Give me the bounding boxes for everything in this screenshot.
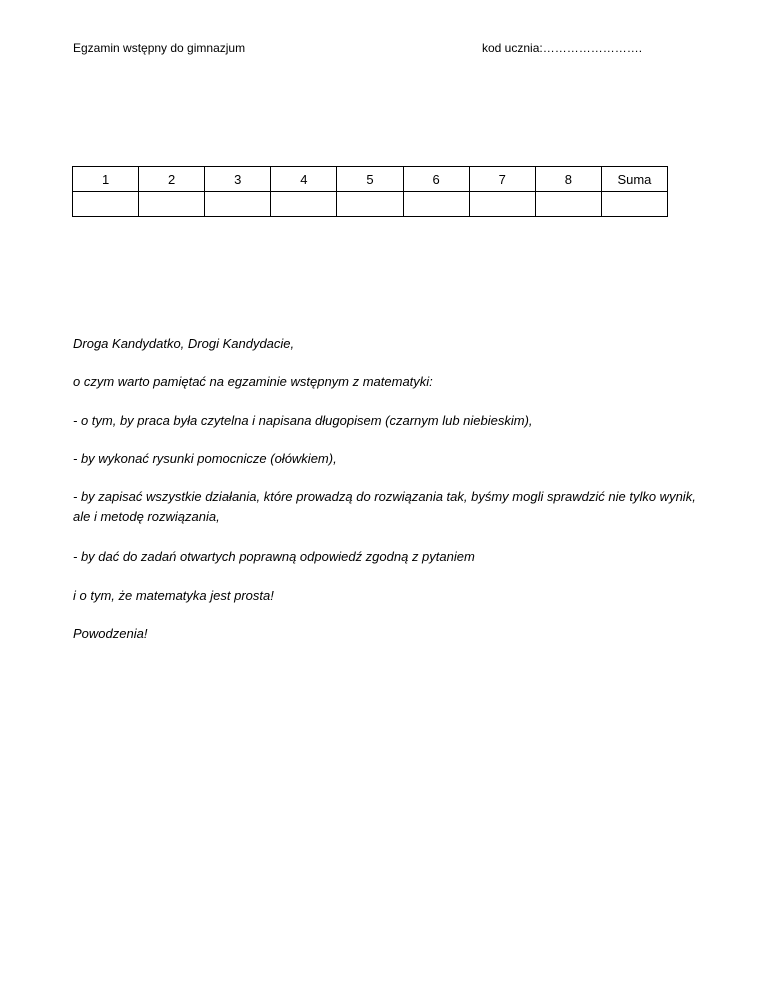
score-column-header: 8 <box>535 167 601 192</box>
score-column-header: 4 <box>271 167 337 192</box>
instruction-item: - by dać do zadań otwartych poprawną odpowiedź zgodną z pytaniem <box>73 549 475 564</box>
score-column-header: 7 <box>469 167 535 192</box>
intro-text: o czym warto pamiętać na egzaminie wstępnym z matematyki: <box>73 374 433 389</box>
score-column-header: 2 <box>139 167 205 192</box>
score-cell <box>139 192 205 217</box>
score-column-header: 3 <box>205 167 271 192</box>
student-code-label: kod ucznia:……………………. <box>482 41 643 55</box>
exam-title: Egzamin wstępny do gimnazjum <box>73 41 246 55</box>
score-cell <box>73 192 139 217</box>
instruction-item: - by zapisać wszystkie działania, które prowadzą do rozwiązania tak, byśmy mogli sprawdzić nie tylko wynik, ale i metodę rozwiązania, <box>73 489 696 524</box>
score-table-value-row <box>73 192 668 217</box>
score-table-header-row <box>73 167 668 192</box>
score-cell <box>271 192 337 217</box>
score-cell <box>403 192 469 217</box>
signoff-text: Powodzenia! <box>73 626 148 641</box>
greeting: Droga Kandydatko, Drogi Kandydacie, <box>73 336 295 351</box>
closing-text: i o tym, że matematyka jest prosta! <box>73 588 274 603</box>
score-column-header: 6 <box>403 167 469 192</box>
score-column-header: 1 <box>73 167 139 192</box>
score-table <box>72 166 668 217</box>
score-cell <box>535 192 601 217</box>
instruction-item: - o tym, by praca była czytelna i napisana długopisem (czarnym lub niebieskim), <box>73 413 533 428</box>
score-cell <box>337 192 403 217</box>
score-column-header-sum: Suma <box>601 167 667 192</box>
score-cell <box>205 192 271 217</box>
score-cell-sum <box>601 192 667 217</box>
instruction-item: - by wykonać rysunki pomocnicze (ołówkiem), <box>73 451 337 466</box>
score-column-header: 5 <box>337 167 403 192</box>
score-cell <box>469 192 535 217</box>
